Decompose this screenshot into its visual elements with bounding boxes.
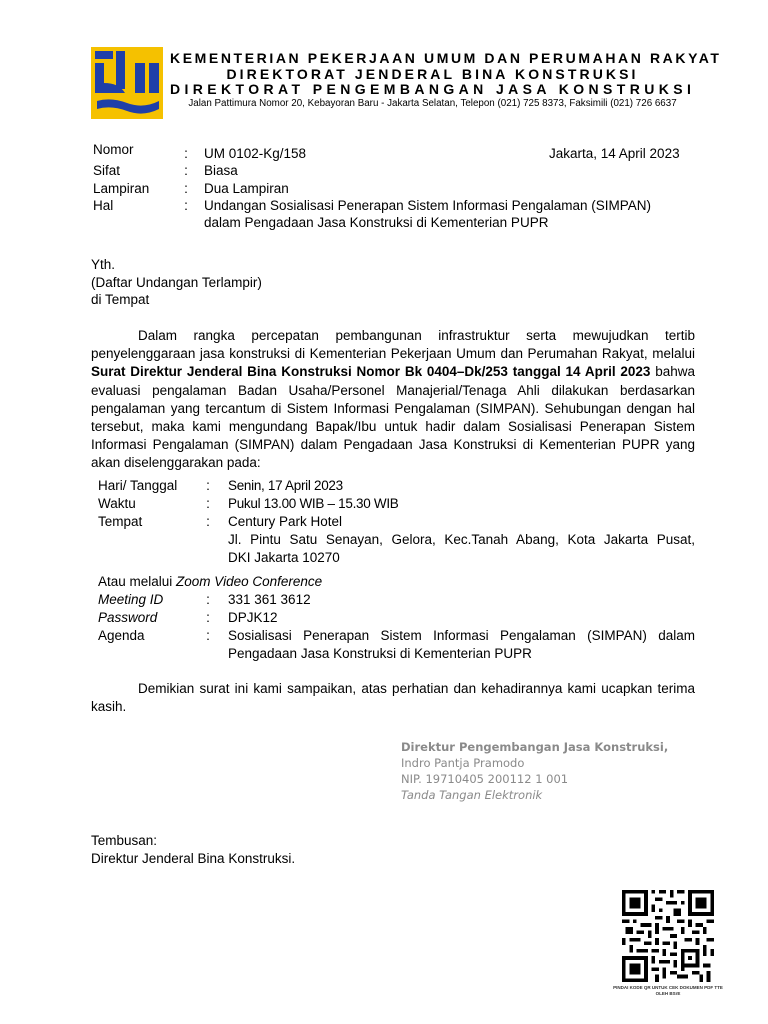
sifat-colon: : [184, 163, 188, 178]
zoom-intro [98, 573, 322, 591]
hari-colon: : [206, 478, 210, 493]
body-text-end: bahwa evaluasi pengalaman Badan Usaha/Personel Manajerial/Tenaga Ahli dilakukan berdasarkan pengalaman yang tercantum di Sistem Informasi Pengalaman (SIMPAN). Sehubungan dengan hal tersebut, maka kami mengundang Bapak/Ibu untuk hadir dalam Sosialisasi Penerapan Sistem Informasi Pengalaman (SIMPAN) dalam Pengadaan Jasa Konstruksi di Kementerian PUPR yang akan diselenggarakan pada: [91, 364, 695, 471]
signer-name: Indro Pantja Pramodo [401, 756, 525, 770]
hal-colon: : [184, 198, 188, 213]
password-colon: : [206, 610, 210, 625]
sifat-value: Biasa [204, 163, 238, 178]
body-text-start: Dalam rangka percepatan pembangunan infrastruktur serta mewujudkan tertib penyelenggaraan jasa konstruksi di Kementerian Pekerjaan Umum dan Perumahan Rakyat, melalui [91, 328, 695, 362]
tempat-value: Century Park Hotel [228, 514, 343, 529]
sifat-label: Sifat [93, 163, 121, 178]
meeting-id-value: 331 361 3612 [228, 592, 311, 607]
qr-code-icon [622, 890, 714, 982]
zoom-prefix: Atau melalui [98, 574, 177, 589]
waktu-label: Waktu [98, 496, 136, 511]
tembusan-label: Tembusan: [91, 833, 158, 848]
letterhead-ministry: KEMENTERIAN PEKERJAAN UMUM DAN PERUMAHAN RAKYAT [170, 50, 722, 66]
signer-nip: NIP. 19710405 200112 1 001 [401, 772, 569, 786]
letterhead-directorate-general: DIREKTORAT JENDERAL BINA KONSTRUKSI [226, 66, 639, 82]
recipient-place: di Tempat [91, 292, 150, 307]
tempat-colon: : [206, 514, 210, 529]
recipient-yth: Yth. [91, 257, 116, 272]
agenda-value-line1: Sosialisasi Penerapan Sistem Informasi Pengalaman (SIMPAN) dalam [228, 628, 695, 643]
password-value: DPJK12 [228, 610, 278, 625]
hal-value-line1: Undangan Sosialisasi Penerapan Sistem Informasi Pengalaman (SIMPAN) [204, 198, 651, 213]
letterhead-directorate: DIREKTORAT PENGEMBANGAN JASA KONSTRUKSI [170, 81, 696, 97]
waktu-value: Pukul 13.00 WIB – 15.30 WIB [228, 496, 399, 511]
letterhead-address: Jalan Pattimura Nomor 20, Kebayoran Baru - Jakarta Selatan, Telepon (021) 725 8373, Faksimili (021) 726 6637 [188, 98, 677, 109]
tempat-label: Tempat [98, 514, 143, 529]
nomor-label: Nomor [93, 142, 134, 157]
waktu-colon: : [206, 496, 210, 511]
lampiran-colon: : [184, 181, 188, 196]
meeting-id-label: Meeting ID [98, 592, 164, 607]
hari-value: Senin, 17 April 2023 [228, 478, 343, 493]
lampiran-label: Lampiran [93, 181, 150, 196]
zoom-platform: Zoom Video Conference [176, 574, 323, 589]
agenda-label: Agenda [98, 628, 145, 643]
tembusan-item: Direktur Jenderal Bina Konstruksi. [91, 851, 296, 866]
pupr-logo [91, 47, 163, 119]
lampiran-value: Dua Lampiran [204, 181, 289, 196]
tempat-address-line1: Jl. Pintu Satu Senayan, Gelora, Kec.Tanah Abang, Kota Jakarta Pusat, [228, 532, 695, 547]
agenda-value-line2: Pengadaan Jasa Konstruksi di Kementerian PUPR [228, 646, 532, 661]
nomor-value: UM 0102-Kg/158 [204, 146, 307, 161]
password-label: Password [98, 610, 158, 625]
tempat-address-line2: DKI Jakarta 10270 [228, 550, 340, 565]
hal-value-line2: dalam Pengadaan Jasa Konstruksi di Kementerian PUPR [204, 215, 549, 230]
agenda-colon: : [206, 628, 210, 643]
closing-paragraph: Demikian surat ini kami sampaikan, atas perhatian dan kehadirannya kami ucapkan terima kasih. [91, 681, 695, 715]
nomor-colon: : [184, 146, 188, 161]
qr-caption: PINDAI KODE QR UNTUK CEK DOKUMEN PDF TTE OLEH BSrE [613, 985, 723, 996]
signer-title: Direktur Pengembangan Jasa Konstruksi, [401, 740, 669, 754]
body-paragraph [91, 327, 695, 473]
recipient-name: (Daftar Undangan Terlampir) [91, 275, 262, 290]
electronic-signature-note: Tanda Tangan Elektronik [401, 788, 543, 802]
hal-label: Hal [93, 198, 114, 213]
letter-date: Jakarta, 14 April 2023 [549, 146, 680, 161]
meeting-id-colon: : [206, 592, 210, 607]
body-reference-letter: Surat Direktur Jenderal Bina Konstruksi Nomor Bk 0404–Dk/253 tanggal 14 April 2023 [91, 364, 651, 380]
hari-label: Hari/ Tanggal [98, 478, 178, 493]
